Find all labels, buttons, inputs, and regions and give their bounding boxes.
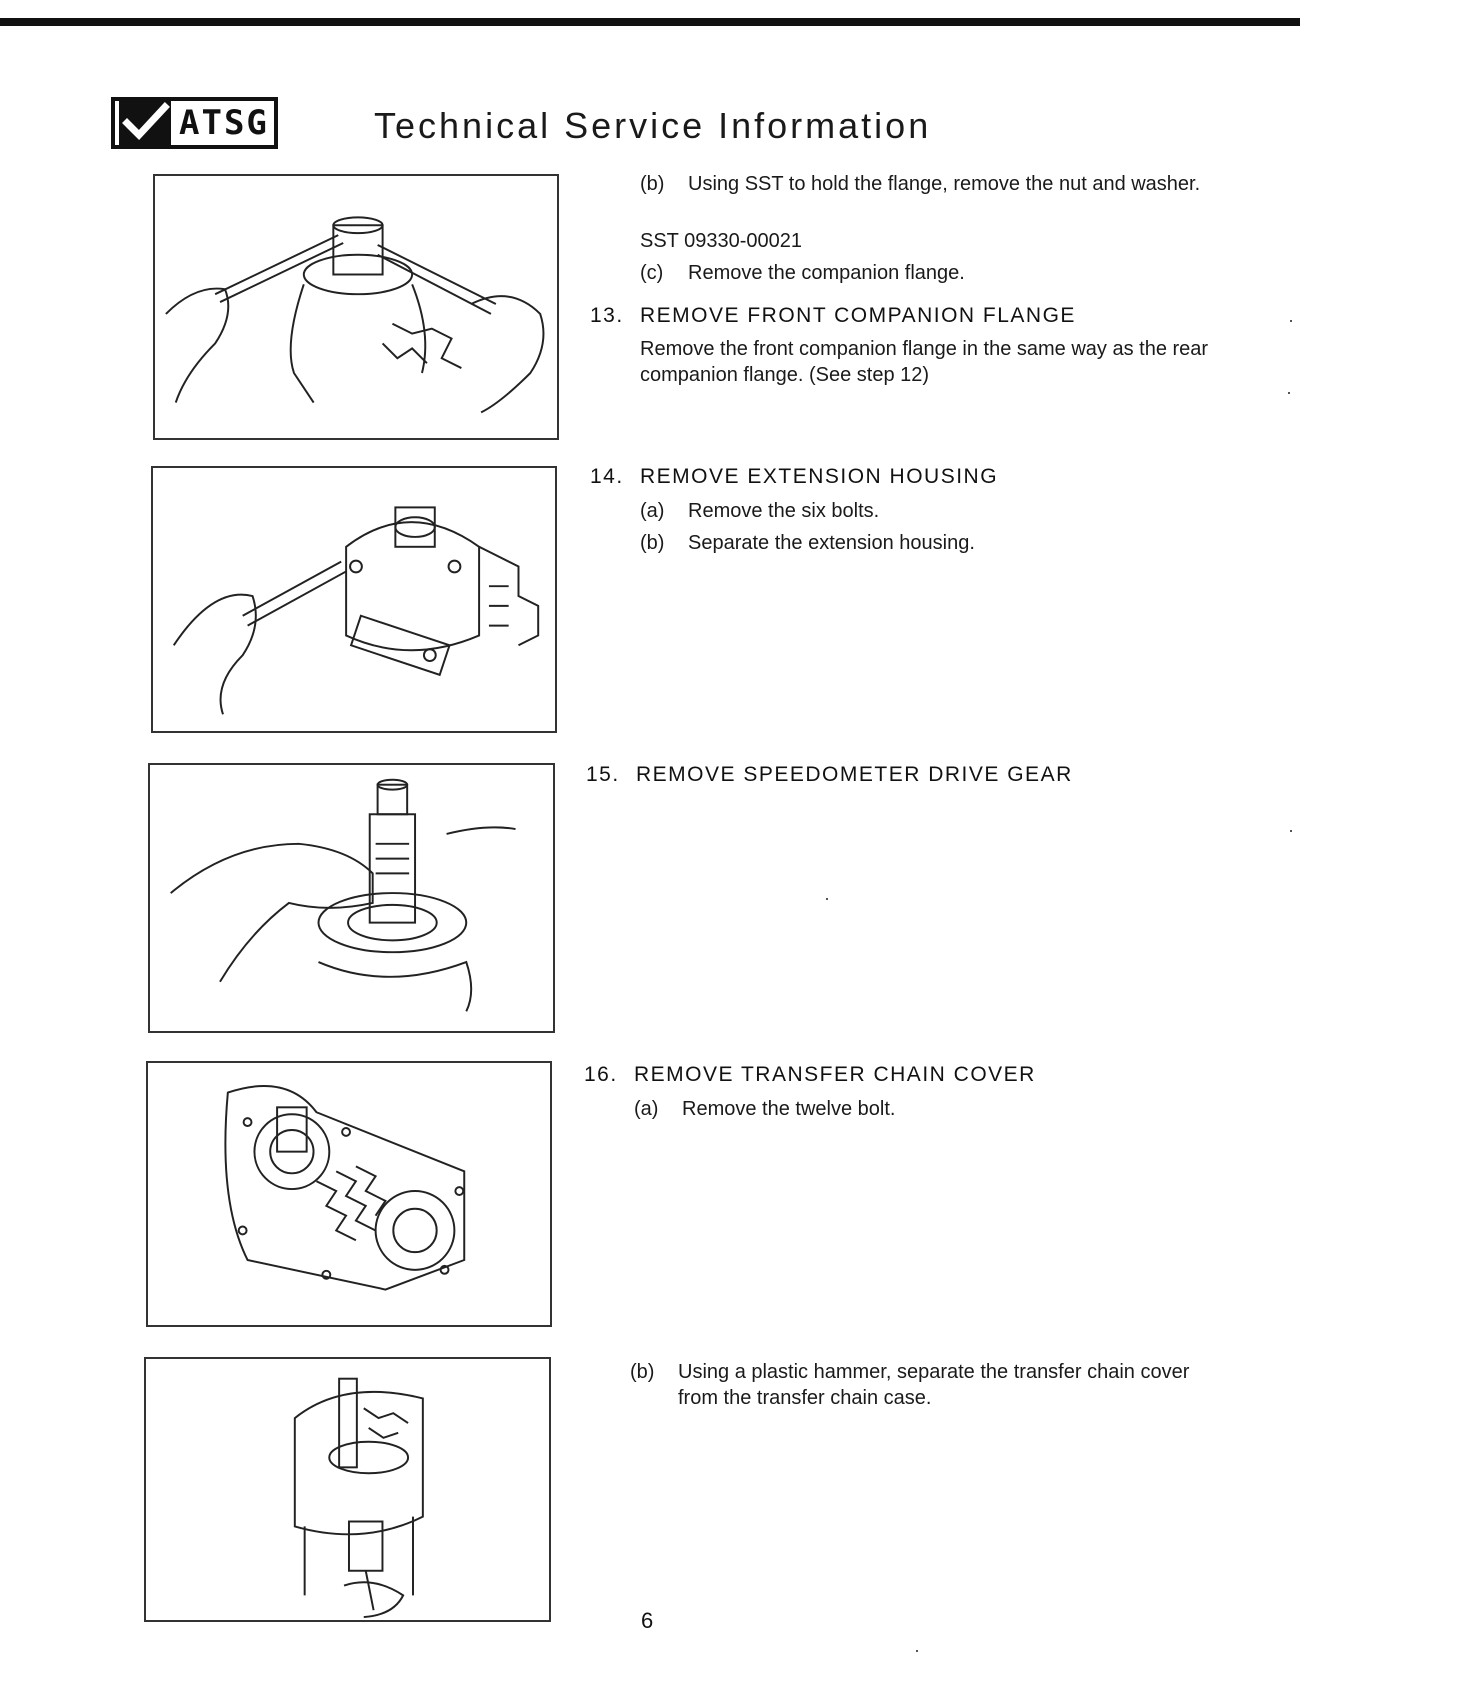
figure-speedometer-gear — [148, 763, 555, 1033]
step-12-b — [640, 171, 1210, 197]
step-15-title: REMOVE SPEEDOMETER DRIVE GEAR — [636, 763, 1073, 786]
figure-extension-housing — [151, 466, 557, 733]
step-14-a-label: (a) — [640, 500, 665, 522]
step-16-b — [630, 1359, 1205, 1411]
step-15-number: 15. — [586, 763, 620, 786]
step-12-sst: SST 09330-00021 — [640, 230, 802, 252]
scan-speck — [1288, 392, 1290, 394]
step-15-heading — [586, 763, 1073, 787]
atsg-logo — [111, 97, 278, 149]
step-12-b-text: Using SST to hold the flange, remove the nut and washer. — [688, 173, 1201, 195]
scan-speck — [826, 898, 828, 900]
logo-text: ATSG — [179, 103, 269, 143]
step-14-b-label: (b) — [640, 532, 665, 554]
top-rule — [0, 18, 1300, 26]
step-16-a — [634, 1096, 1204, 1122]
step-13-heading — [590, 304, 1076, 328]
step-14-b — [640, 530, 1210, 556]
step-16-b-text: Using a plastic hammer, separate the transfer chain cover from the transfer chain case. — [678, 1361, 1190, 1409]
step-12-b-label: (b) — [640, 173, 665, 195]
step-16-a-label: (a) — [634, 1098, 659, 1120]
step-13-number: 13. — [590, 304, 624, 327]
figure-flange-removal — [153, 174, 559, 440]
scan-speck — [916, 1650, 918, 1652]
step-13-text: Remove the front companion flange in the same way as the rear companion flange. (See step 12) — [640, 338, 1209, 386]
step-12-c-label: (c) — [640, 262, 664, 284]
page-number: 6 — [641, 1608, 654, 1633]
step-14-title: REMOVE EXTENSION HOUSING — [640, 465, 999, 488]
checkmark-icon — [119, 101, 171, 145]
step-12-c-text: Remove the companion flange. — [688, 262, 965, 284]
step-14-number: 14. — [590, 465, 624, 488]
step-16-a-text: Remove the twelve bolt. — [682, 1098, 896, 1120]
step-14-a-text: Remove the six bolts. — [688, 500, 880, 522]
step-16-heading — [584, 1063, 1036, 1087]
step-16-b-label: (b) — [630, 1361, 655, 1383]
scan-speck — [1290, 320, 1292, 322]
figure-chain-cover — [146, 1061, 552, 1327]
page-title: Technical Service Information — [374, 105, 932, 146]
step-16-number: 16. — [584, 1063, 618, 1086]
figure-plastic-hammer — [144, 1357, 551, 1622]
step-16-title: REMOVE TRANSFER CHAIN COVER — [634, 1063, 1036, 1086]
scan-speck — [1290, 830, 1292, 832]
step-14-a — [640, 498, 1210, 524]
step-13-title: REMOVE FRONT COMPANION FLANGE — [640, 304, 1076, 327]
step-12-c — [640, 260, 1210, 286]
step-14-heading — [590, 465, 998, 489]
step-14-b-text: Separate the extension housing. — [688, 532, 975, 554]
